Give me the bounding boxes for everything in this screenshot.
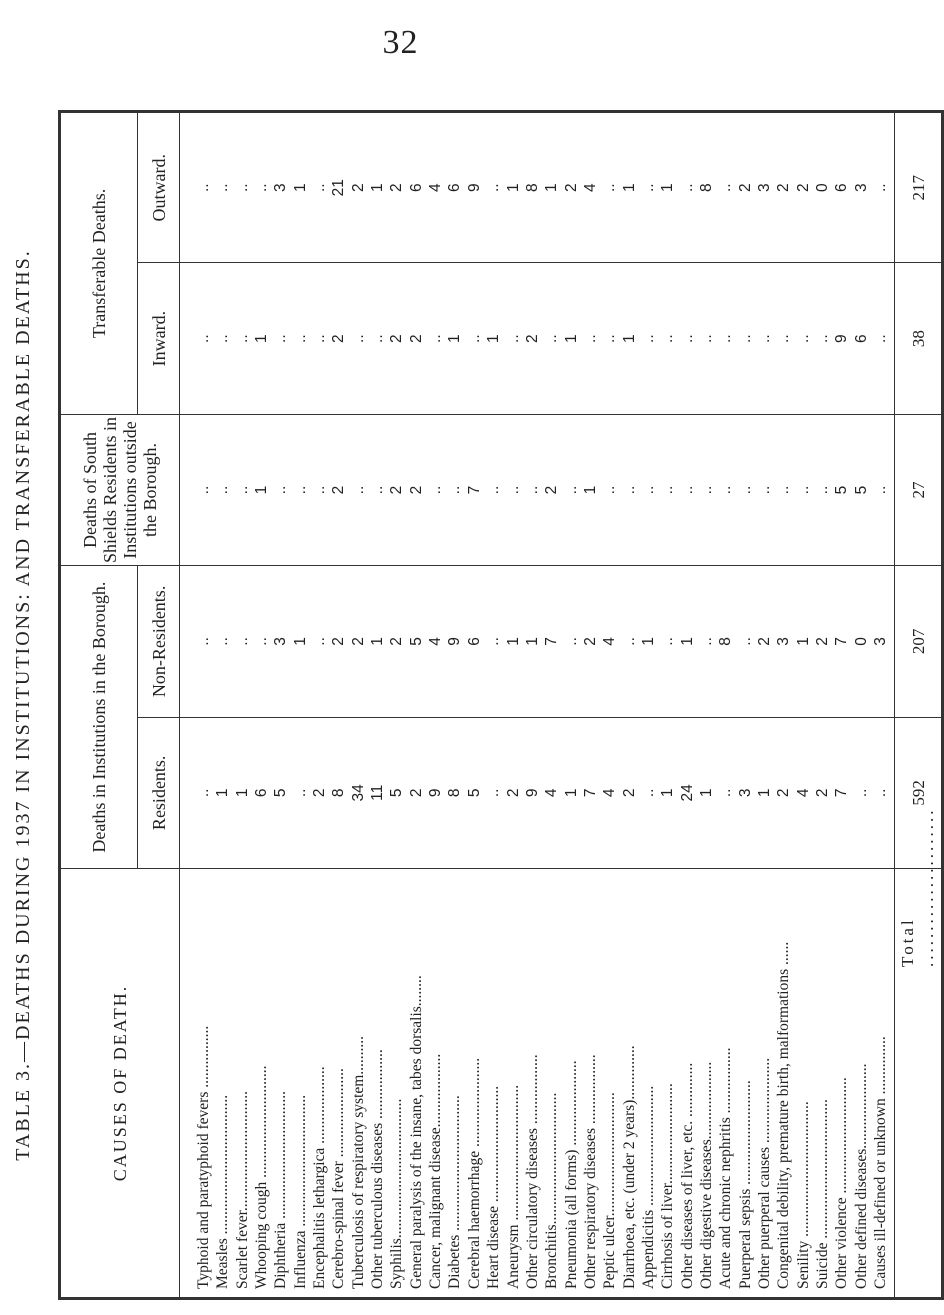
- value-cell: ..: [678, 334, 696, 343]
- value-cell: ..: [311, 485, 329, 495]
- header-outward: Outward.: [138, 112, 180, 263]
- cause-item: Syphilis....................................: [388, 1098, 406, 1289]
- value-cell: ..: [214, 637, 232, 646]
- cause-item: Influenza ..................................: [291, 1094, 309, 1289]
- value-cell: ..: [485, 788, 503, 798]
- value-cell: ..: [678, 485, 696, 495]
- value-cell: ..: [195, 485, 212, 495]
- value-cell: 9: [465, 183, 483, 193]
- value-cell: ..: [311, 183, 329, 193]
- value-cell: 7: [543, 637, 561, 646]
- value-cell: 1: [291, 183, 309, 193]
- value-cell: ..: [755, 334, 773, 343]
- value-cell: ..: [427, 334, 445, 343]
- cause-item: Diabetes ...................................: [446, 1095, 464, 1289]
- value-cell: ..: [369, 485, 387, 495]
- value-cell: 2: [775, 183, 793, 193]
- cause-item: Suicide ....................................: [814, 1099, 831, 1289]
- value-cell: ..: [659, 485, 677, 495]
- value-cell: 4: [543, 788, 561, 798]
- value-cell: 1: [639, 637, 657, 646]
- value-cell: ..: [717, 485, 735, 495]
- value-cell: 2: [407, 485, 425, 495]
- value-cell: ..: [736, 334, 754, 343]
- value-cell: 9: [446, 637, 464, 646]
- value-cell: ..: [485, 183, 503, 193]
- value-cell: 2: [794, 183, 812, 193]
- total-non-residents: 207: [895, 566, 943, 717]
- value-cell: 3: [736, 788, 754, 798]
- value-cell: ..: [717, 183, 735, 193]
- value-cell: 8: [697, 183, 715, 193]
- cause-item: Encephalitis lethargica ....................: [311, 1066, 329, 1289]
- value-cell: ..: [736, 637, 754, 646]
- cause-item: Puerperal sepsis ...........................: [736, 1080, 754, 1289]
- value-cell: ..: [253, 637, 271, 646]
- value-cell: ..: [562, 485, 580, 495]
- value-cell: 24: [678, 784, 696, 802]
- header-residents: Residents.: [138, 717, 180, 868]
- value-cell: 9: [523, 788, 541, 798]
- header-inward: Inward.: [138, 263, 180, 414]
- value-cell: 1: [233, 788, 251, 798]
- cause-item: Other diseases of liver, etc. ..............: [678, 1062, 696, 1289]
- value-cell: ..: [717, 788, 735, 798]
- cause-item: Other tuberculous diseases ..................: [369, 1049, 387, 1289]
- value-cell: ..: [485, 485, 503, 495]
- value-cell: ..: [775, 485, 793, 495]
- value-cell: ..: [291, 788, 309, 798]
- value-cell: ..: [349, 334, 367, 343]
- value-cell: 2: [349, 637, 367, 646]
- value-cell: 1: [446, 334, 464, 343]
- value-cell: ..: [369, 334, 387, 343]
- value-cell: ..: [717, 334, 735, 343]
- outside-column: [180, 414, 895, 565]
- value-cell: 2: [388, 485, 406, 495]
- value-cell: ..: [523, 485, 541, 495]
- value-cell: ..: [601, 334, 619, 343]
- value-cell: 1: [659, 788, 677, 798]
- value-cell: 5: [388, 788, 406, 798]
- value-cell: ..: [581, 334, 599, 343]
- value-cell: 0: [814, 183, 831, 193]
- cause-item: Other violence ..............................: [833, 1077, 851, 1289]
- header-transferable-group: Transferable Deaths.: [60, 112, 138, 415]
- value-cell: 3: [272, 637, 290, 646]
- value-cell: ..: [446, 485, 464, 495]
- outward-column: [180, 112, 895, 263]
- value-cell: ..: [272, 334, 290, 343]
- value-cell: 1: [562, 788, 580, 798]
- value-cell: 2: [407, 334, 425, 343]
- header-causes: CAUSES OF DEATH.: [60, 869, 180, 1299]
- value-cell: 3: [755, 183, 773, 193]
- value-cell: 1: [369, 183, 387, 193]
- value-cell: ..: [601, 183, 619, 193]
- value-cell: ..: [794, 485, 812, 495]
- value-cell: ..: [465, 334, 483, 343]
- value-cell: 2: [388, 334, 406, 343]
- rotated-table-wrapper: [12, 110, 938, 1300]
- header-outside: Deaths of South Shields Residents in Institutions outside the Borough.: [60, 414, 180, 565]
- total-inward: 38: [895, 263, 943, 414]
- value-cell: ..: [233, 334, 251, 343]
- value-cell: 2: [330, 637, 348, 646]
- value-cell: 2: [388, 183, 406, 193]
- value-cell: ..: [195, 183, 212, 193]
- value-cell: ..: [678, 183, 696, 193]
- value-cell: ..: [697, 485, 715, 495]
- causes-list: [180, 869, 895, 1299]
- cause-item: Cerebral haemorrhage .......................: [465, 1057, 483, 1289]
- value-cell: ..: [195, 788, 212, 798]
- body-row: [180, 112, 895, 1299]
- cause-item: Acute and chronic nephritis .................: [717, 1047, 735, 1289]
- cause-item: Diarrhoea, etc. (under 2 years)..............: [620, 1045, 638, 1289]
- value-cell: 5: [465, 788, 483, 798]
- value-cell: 6: [852, 334, 870, 343]
- value-cell: 4: [601, 788, 619, 798]
- value-cell: ..: [311, 637, 329, 646]
- value-cell: 1: [253, 334, 271, 343]
- cause-item: Tuberculosis of respiratory system..........: [349, 1035, 367, 1289]
- total-outward: 217: [895, 112, 943, 263]
- total-outside: 27: [895, 414, 943, 565]
- value-cell: 2: [620, 788, 638, 798]
- value-cell: ..: [872, 334, 890, 343]
- cause-item: Peptic ulcer................................: [601, 1092, 619, 1289]
- cause-item: Appendicitis ...............................: [639, 1085, 657, 1289]
- value-cell: 2: [775, 788, 793, 798]
- value-cell: ..: [291, 334, 309, 343]
- inward-column: [180, 263, 895, 414]
- value-cell: 4: [601, 637, 619, 646]
- value-cell: ..: [562, 637, 580, 646]
- header-institutions-group: Deaths in Institutions in the Borough.: [60, 566, 138, 869]
- value-cell: ..: [233, 183, 251, 193]
- value-cell: ..: [233, 637, 251, 646]
- page-number: 32: [382, 24, 419, 61]
- value-cell: 4: [794, 788, 812, 798]
- value-cell: 1: [755, 788, 773, 798]
- value-cell: 2: [814, 637, 831, 646]
- value-cell: 7: [833, 637, 851, 646]
- value-cell: 1: [291, 637, 309, 646]
- value-cell: ..: [639, 485, 657, 495]
- value-cell: 1: [523, 637, 541, 646]
- value-cell: 7: [833, 788, 851, 798]
- value-cell: ..: [504, 485, 522, 495]
- value-cell: 7: [581, 788, 599, 798]
- value-cell: 2: [388, 637, 406, 646]
- value-cell: 2: [543, 485, 561, 495]
- cause-item: Causes ill-defined or unknown ...............: [872, 1036, 890, 1289]
- cause-item: Other digestive diseases....................: [697, 1061, 715, 1289]
- non-residents-column: [180, 566, 895, 717]
- value-cell: 1: [794, 637, 812, 646]
- value-cell: 1: [620, 334, 638, 343]
- value-cell: 7: [465, 485, 483, 495]
- table-title: TABLE 3.—DEATHS DURING 1937 IN INSTITUTIONS: AND TRANSFERABLE DEATHS.: [12, 249, 34, 1161]
- value-cell: ..: [775, 334, 793, 343]
- cause-item: Congenital debility, premature birth, malformations ......: [775, 941, 793, 1289]
- value-cell: ..: [253, 183, 271, 193]
- value-cell: 1: [678, 637, 696, 646]
- cause-item: Senility ...................................: [794, 1101, 812, 1289]
- value-cell: 1: [659, 183, 677, 193]
- value-cell: 3: [272, 183, 290, 193]
- value-cell: ..: [697, 334, 715, 343]
- value-cell: ..: [755, 485, 773, 495]
- value-cell: 2: [504, 788, 522, 798]
- value-cell: ..: [620, 485, 638, 495]
- value-cell: 8: [446, 788, 464, 798]
- value-cell: 1: [697, 788, 715, 798]
- value-cell: 2: [311, 788, 329, 798]
- value-cell: ..: [814, 485, 831, 495]
- cause-item: General paralysis of the insane, tabes dorsalis........: [407, 975, 425, 1289]
- value-cell: 11: [369, 784, 387, 801]
- value-cell: 6: [446, 183, 464, 193]
- value-cell: ..: [852, 788, 870, 798]
- value-cell: ..: [291, 485, 309, 495]
- value-cell: 0: [852, 637, 870, 646]
- value-cell: 1: [369, 637, 387, 646]
- value-cell: ..: [272, 485, 290, 495]
- value-cell: ..: [620, 637, 638, 646]
- value-cell: 2: [407, 788, 425, 798]
- value-cell: ..: [214, 334, 232, 343]
- cause-item: Other defined diseases......................: [852, 1063, 870, 1289]
- value-cell: ..: [543, 334, 561, 343]
- cause-item: Typhoid and paratyphoid fevers ................: [195, 1025, 212, 1289]
- value-cell: ..: [311, 334, 329, 343]
- value-cell: 2: [562, 183, 580, 193]
- value-cell: 9: [833, 334, 851, 343]
- value-cell: ..: [639, 183, 657, 193]
- total-label: Total ......................: [895, 869, 943, 1299]
- value-cell: 2: [349, 183, 367, 193]
- value-cell: 5: [407, 637, 425, 646]
- value-cell: ..: [814, 334, 831, 343]
- value-cell: 2: [330, 334, 348, 343]
- value-cell: ..: [794, 334, 812, 343]
- value-cell: 4: [427, 183, 445, 193]
- value-cell: 1: [485, 334, 503, 343]
- cause-item: Aneurysm ...................................: [504, 1084, 522, 1289]
- value-cell: 6: [253, 788, 271, 798]
- value-cell: 2: [330, 485, 348, 495]
- value-cell: ..: [697, 637, 715, 646]
- value-cell: 2: [736, 183, 754, 193]
- value-cell: 1: [214, 788, 232, 798]
- value-cell: 5: [272, 788, 290, 798]
- value-cell: 9: [427, 788, 445, 798]
- value-cell: 8: [523, 183, 541, 193]
- cause-item: Bronchitis..................................: [543, 1092, 561, 1289]
- cause-item: Pneumonia (all forms) ......................: [562, 1060, 580, 1289]
- value-cell: ..: [504, 334, 522, 343]
- cause-item: Other circulatory diseases ..................: [523, 1054, 541, 1289]
- value-cell: ..: [659, 334, 677, 343]
- deaths-table: [58, 110, 944, 1300]
- value-cell: ..: [736, 485, 754, 495]
- value-cell: ..: [214, 485, 232, 495]
- value-cell: ..: [195, 334, 212, 343]
- value-cell: ..: [485, 637, 503, 646]
- value-cell: 1: [543, 183, 561, 193]
- value-cell: ..: [872, 183, 890, 193]
- value-cell: ..: [233, 485, 251, 495]
- value-cell: 3: [872, 637, 890, 646]
- value-cell: ..: [659, 637, 677, 646]
- cause-item: Diphtheria .................................: [272, 1090, 290, 1289]
- value-cell: 2: [755, 637, 773, 646]
- value-cell: 5: [852, 485, 870, 495]
- cause-item: Cancer, malignant disease...................: [427, 1053, 445, 1289]
- residents-column: [180, 717, 895, 868]
- cause-item: Heart disease ..............................: [485, 1085, 503, 1289]
- value-cell: 8: [330, 788, 348, 798]
- cause-item: Cirrhosis of liver..........................: [659, 1083, 677, 1289]
- value-cell: ..: [872, 788, 890, 798]
- cause-item: Whooping cough .............................: [253, 1065, 271, 1289]
- value-cell: 1: [504, 183, 522, 193]
- total-row: [895, 112, 943, 1299]
- value-cell: ..: [872, 485, 890, 495]
- total-residents: 592: [895, 717, 943, 868]
- value-cell: 4: [581, 183, 599, 193]
- value-cell: 21: [330, 179, 348, 197]
- value-cell: 8: [717, 637, 735, 646]
- value-cell: 1: [562, 334, 580, 343]
- value-cell: ..: [639, 334, 657, 343]
- cause-item: Other puerperal causes ......................: [755, 1057, 773, 1289]
- value-cell: ..: [214, 183, 232, 193]
- value-cell: ..: [349, 485, 367, 495]
- value-cell: ..: [601, 485, 619, 495]
- cause-item: Cerebro-spinal fever .......................: [330, 1068, 348, 1289]
- header-non-residents: Non-Residents.: [138, 566, 180, 717]
- value-cell: 1: [504, 637, 522, 646]
- value-cell: 1: [620, 183, 638, 193]
- value-cell: 6: [833, 183, 851, 193]
- value-cell: 1: [253, 485, 271, 495]
- value-cell: ..: [195, 637, 212, 646]
- value-cell: 4: [427, 637, 445, 646]
- cause-item: Scarlet fever...............................: [233, 1090, 251, 1289]
- value-cell: 1: [581, 485, 599, 495]
- value-cell: ..: [427, 485, 445, 495]
- value-cell: 2: [523, 334, 541, 343]
- value-cell: 3: [852, 183, 870, 193]
- value-cell: 34: [349, 784, 367, 802]
- value-cell: 5: [833, 485, 851, 495]
- value-cell: 6: [407, 183, 425, 193]
- cause-item: Measles ....................................: [214, 1094, 232, 1289]
- value-cell: 2: [814, 788, 831, 798]
- value-cell: 6: [465, 637, 483, 646]
- value-cell: 3: [775, 637, 793, 646]
- value-cell: 2: [581, 637, 599, 646]
- cause-item: Other respiratory diseases ..................: [581, 1054, 599, 1289]
- value-cell: ..: [639, 788, 657, 798]
